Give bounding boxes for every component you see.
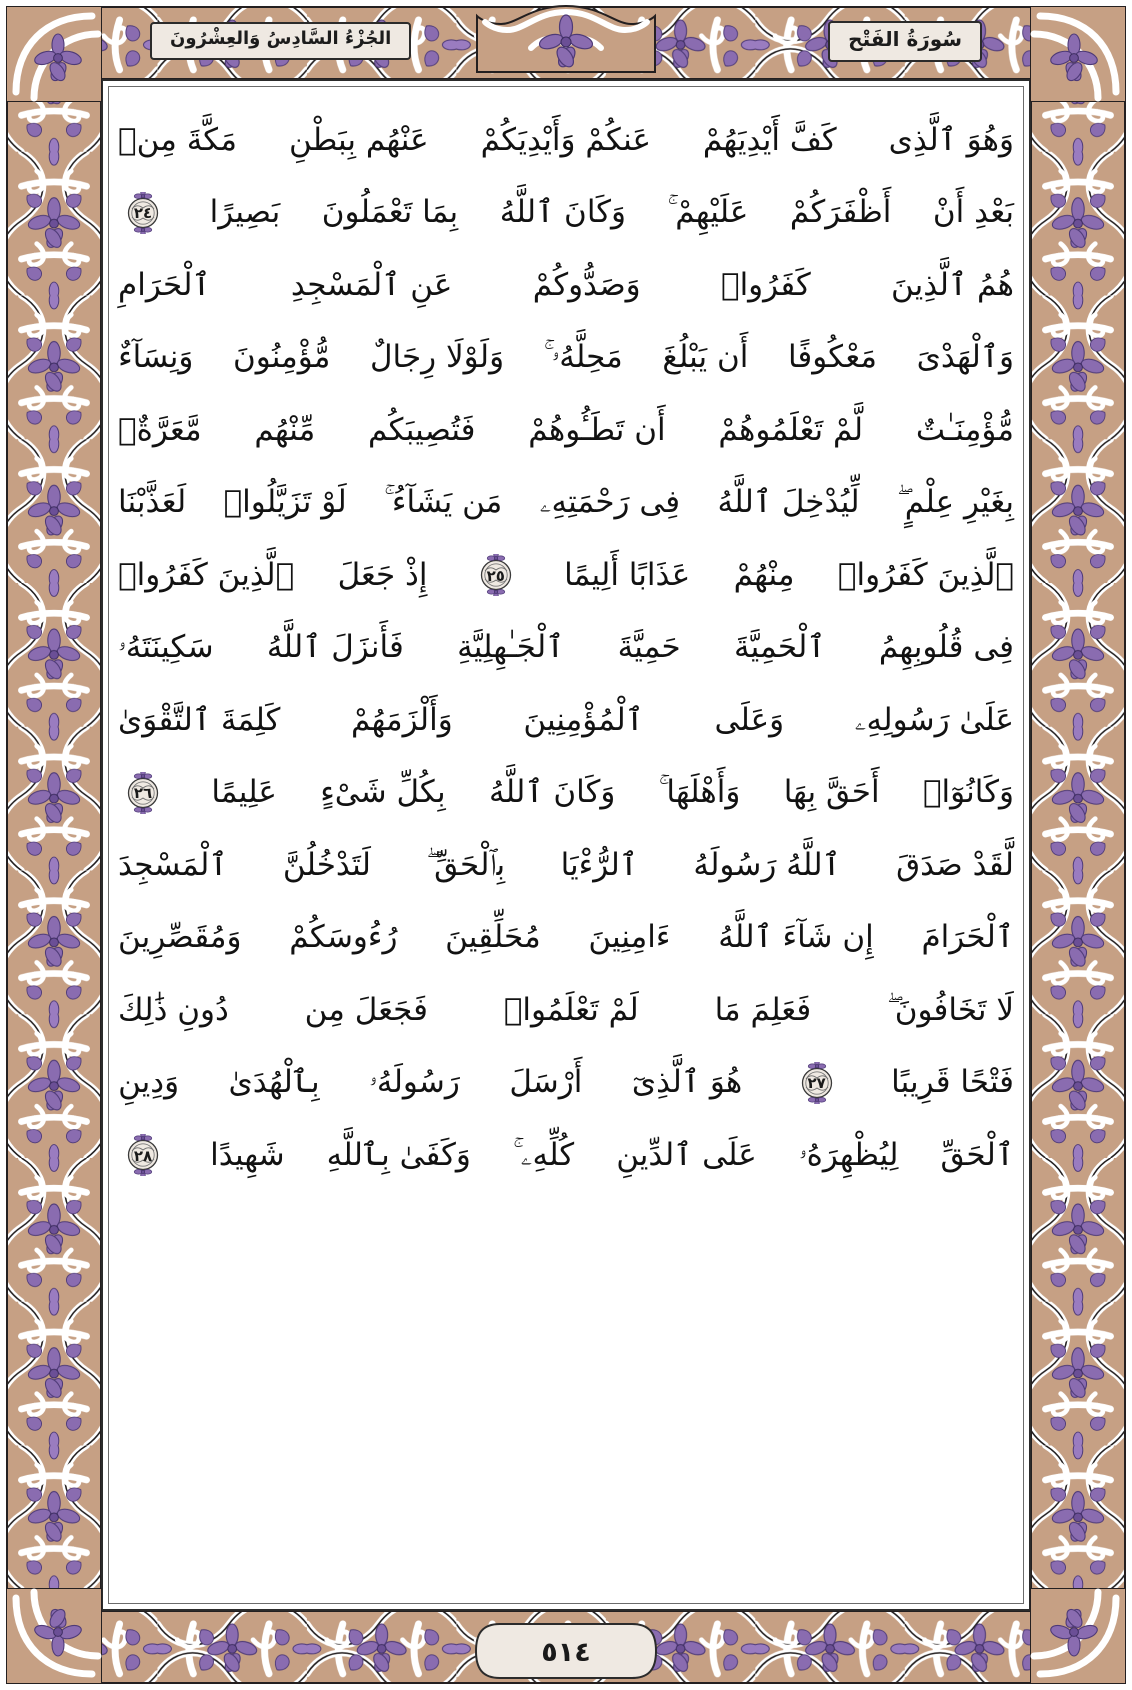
ayah-number-marker[interactable] <box>122 192 164 234</box>
ayah-line <box>112 177 1020 250</box>
ayah-text-segment: أَرْسَلَ <box>509 1064 583 1101</box>
ayah-text-segment: ٱلْحَمِيَّةَ <box>734 629 826 666</box>
ayah-text-segment: دُونِ ذَٰلِكَ <box>118 991 229 1028</box>
ayah-text-segment: بَعْدِ أَنْ <box>932 194 1014 231</box>
ayah-text-segment: بِكُلِّ شَىْءٍ <box>320 774 446 811</box>
ayah-text-segment: ٱلْحَقِّ <box>940 1136 1014 1173</box>
border-band-right <box>1030 6 1126 1684</box>
ayah-text-segment: مُحَلِّقِينَ <box>445 919 541 956</box>
ayah-text-segment: فَأَنزَلَ ٱللَّهُ <box>266 629 404 666</box>
ayah-text-segment: مُّؤْمِنَـٰتٌ <box>915 411 1014 448</box>
ayah-number-text: ٢٦ <box>133 784 153 803</box>
ayah-text-segment: مِنْهُمْ <box>733 556 795 593</box>
ayah-text-segment: ٱلْحَرَامِ <box>118 266 211 303</box>
ayah-text-segment: فَعَلِمَ مَا <box>714 991 812 1028</box>
ayah-text-segment: لَّقَدْ صَدَقَ <box>896 846 1014 883</box>
ayah-text-segment: وَهُوَ ٱلَّذِى <box>888 121 1014 158</box>
ayah-text-segment: مَن يَشَآءُ ۚ <box>384 484 503 521</box>
ayah-text-segment: هُوَ ٱلَّذِىٓ <box>631 1064 743 1101</box>
ayah-text-segment: مَحِلَّهُۥ ۚ <box>543 339 623 376</box>
ayah-line <box>112 757 1020 830</box>
ayah-text-segment: كَفَّ أَيْدِيَهُمْ <box>702 121 837 158</box>
ayah-text-segment: هُمُ ٱلَّذِينَ <box>891 266 1014 303</box>
ayah-line <box>112 902 1020 975</box>
ayah-text-segment: بَصِيرًا <box>209 194 281 231</box>
ayah-text-segment: عَذَابًا أَلِيمًا <box>564 556 691 593</box>
ayah-text-segment: ٱللَّهُ رَسُولَهُ <box>693 846 841 883</box>
ayah-text-segment: أَظْفَرَكُمْ <box>789 194 892 231</box>
ayah-text-segment: عَنْهُم بِبَطْنِ <box>289 121 429 158</box>
ayah-line <box>112 974 1020 1047</box>
ayah-text-segment: وَصَدُّوكُمْ <box>532 266 641 303</box>
ayah-text-segment: لِيُظْهِرَهُۥ <box>798 1136 899 1173</box>
ayah-text-segment: لَّمْ تَعْلَمُوهُمْ <box>718 411 864 448</box>
ayah-text-segment: وَمُقَصِّرِينَ <box>118 919 242 956</box>
ayah-text-segment: كُلِّهِۦ ۚ <box>512 1136 575 1173</box>
ayah-text-segment: عَنِ ٱلْمَسْجِدِ <box>290 266 453 303</box>
ayah-text-segment: وَنِسَآءٌ <box>118 339 194 376</box>
ayah-text-segment: كَلِمَةَ ٱلتَّقْوَىٰ <box>118 701 281 738</box>
juz-name-label: الجُزْءُ السَّادِسُ وَالعِشْرُونَ <box>170 27 392 49</box>
ayah-number-text: ٢٥ <box>486 566 505 585</box>
ayah-text-segment: ٱلْحَرَامَ <box>921 919 1014 956</box>
ayah-text-segment: وَكَانَ ٱللَّهُ <box>489 774 616 811</box>
ayah-line <box>112 684 1020 757</box>
ayah-text-segment: رَسُولَهُۥ <box>369 1064 460 1101</box>
ayah-text-segment: عَلَى ٱلدِّينِ <box>616 1136 757 1173</box>
juz-name-plate[interactable] <box>150 22 411 60</box>
ayah-text-segment: لَعَذَّبْنَا <box>118 484 187 521</box>
ayah-text-segment: مَّعَرَّةٌۢ <box>118 411 202 448</box>
page-number-cartouche[interactable] <box>472 1620 660 1682</box>
ayah-number-marker[interactable] <box>122 1134 164 1176</box>
ayah-text-segment: أَن تَطَـُٔوهُمْ <box>528 411 666 448</box>
ayah-text-segment: وَكَانُوٓا۟ <box>922 774 1014 811</box>
ayah-text-segment: ٱلَّذِينَ كَفَرُوا۟ <box>837 556 1014 593</box>
ayah-line <box>112 467 1020 540</box>
border-band-left <box>6 6 102 1684</box>
ayah-line <box>112 394 1020 467</box>
ayah-number-text: ٢٤ <box>133 204 153 223</box>
ayah-text-segment: ٱلَّذِينَ كَفَرُوا۟ <box>118 556 295 593</box>
ayah-text-segment: وَلَوْلَا رِجَالٌ <box>370 339 505 376</box>
ayah-text-segment: مَعْكُوفًا <box>787 339 877 376</box>
ayah-text-segment: فَتُصِيبَكُم <box>367 411 476 448</box>
ayah-text-segment: شَهِيدًا <box>210 1136 285 1173</box>
ayah-number-text: ٢٨ <box>133 1146 153 1165</box>
ayah-line <box>112 829 1020 902</box>
ayah-text-segment: ءَامِنِينَ <box>588 919 671 956</box>
ayah-text-segment: إِن شَآءَ ٱللَّهُ <box>718 919 874 956</box>
ayah-text-segment: ٱلْمَسْجِدَ <box>118 846 228 883</box>
quran-text-block <box>112 96 1020 1594</box>
ayah-text-segment: عَنكُمْ وَأَيْدِيَكُمْ <box>480 121 651 158</box>
ayah-text-segment: لَا تَخَافُونَ ۖ <box>887 991 1014 1028</box>
ayah-text-segment: لَوْ تَزَيَّلُوا۟ <box>223 484 347 521</box>
ayah-line <box>112 322 1020 395</box>
ayah-line <box>112 249 1020 322</box>
ayah-text-segment: ٱلرُّءْيَا <box>560 846 638 883</box>
ayah-text-segment: بِٱلْهُدَىٰ <box>228 1064 320 1101</box>
ayah-line <box>112 1047 1020 1120</box>
ayah-text-segment: بِٱلْحَقِّ ۖ <box>426 846 506 883</box>
ayah-text-segment: ٱلْمُؤْمِنِينَ <box>523 701 644 738</box>
ayah-text-segment: وَٱلْهَدْىَ <box>916 339 1014 376</box>
surah-name-label: سُورَةُ الفَتْح <box>848 26 962 51</box>
page-number-label: ٥١٤ <box>541 1636 591 1668</box>
ayah-text-segment: حَمِيَّةَ <box>617 629 681 666</box>
ayah-text-segment: أَحَقَّ بِهَا <box>783 774 880 811</box>
ayah-text-segment: فِى قُلُوبِهِمُ <box>878 629 1014 666</box>
ayah-text-segment: فِى رَحْمَتِهِۦ <box>539 484 681 521</box>
ayah-text-segment: كَفَرُوا۟ <box>720 266 811 303</box>
ayah-line <box>112 612 1020 685</box>
ayah-line <box>112 1119 1020 1192</box>
ayah-number-text: ٢٧ <box>807 1074 826 1093</box>
surah-name-plate[interactable] <box>828 21 982 62</box>
ayah-text-segment: لَمْ تَعْلَمُوا۟ <box>503 991 639 1028</box>
ayah-text-segment: وَدِينِ <box>118 1064 180 1101</box>
ayah-text-segment: فَجَعَلَ مِن <box>304 991 428 1028</box>
ayah-text-segment: رُءُوسَكُمْ <box>289 919 398 956</box>
ayah-number-marker[interactable] <box>475 554 517 596</box>
ayah-text-segment: مَكَّةَ مِنۢ <box>118 121 238 158</box>
ayah-line <box>112 104 1020 177</box>
ayah-text-segment: سَكِينَتَهُۥ <box>118 629 214 666</box>
ayah-text-segment: وَعَلَى <box>714 701 785 738</box>
ayah-number-marker[interactable] <box>796 1062 838 1104</box>
ayah-text-segment: وَكَفَىٰ بِٱللَّهِ <box>326 1136 471 1173</box>
arabesque-pattern-right-icon <box>1032 8 1124 1616</box>
ayah-text-segment: عَلَىٰ رَسُولِهِۦ <box>854 701 1014 738</box>
ayah-text-segment: لَتَدْخُلُنَّ <box>282 846 371 883</box>
arabesque-pattern-left-icon <box>8 8 100 1616</box>
ayah-text-segment: مِّنْهُم <box>254 411 316 448</box>
ayah-text-segment: عَلِيمًا <box>211 774 277 811</box>
ayah-text-segment: إِذْ جَعَلَ <box>337 556 428 593</box>
ayah-text-segment: فَتْحًا قَرِيبًا <box>891 1064 1014 1101</box>
ayah-number-marker[interactable] <box>122 772 164 814</box>
ayah-text-segment: وَأَهْلَهَا ۚ <box>658 774 741 811</box>
ayah-text-segment: لِّيُدْخِلَ ٱللَّهُ <box>717 484 860 521</box>
ayah-text-segment: ٱلْجَـٰهِلِيَّةِ <box>457 629 565 666</box>
ayah-text-segment: مُّؤْمِنُونَ <box>233 339 331 376</box>
ayah-text-segment: وَأَلْزَمَهُمْ <box>351 701 453 738</box>
ayah-line <box>112 539 1020 612</box>
ayah-text-segment: عَلَيْهِمْ ۚ <box>667 194 749 231</box>
ayah-text-segment: وَكَانَ ٱللَّهُ <box>499 194 626 231</box>
ayah-text-segment: بِغَيْرِ عِلْمٍ ۖ <box>896 484 1014 521</box>
ayah-text-segment: أَن يَبْلُغَ <box>662 339 749 376</box>
ayah-text-segment: بِمَا تَعْمَلُونَ <box>321 194 459 231</box>
